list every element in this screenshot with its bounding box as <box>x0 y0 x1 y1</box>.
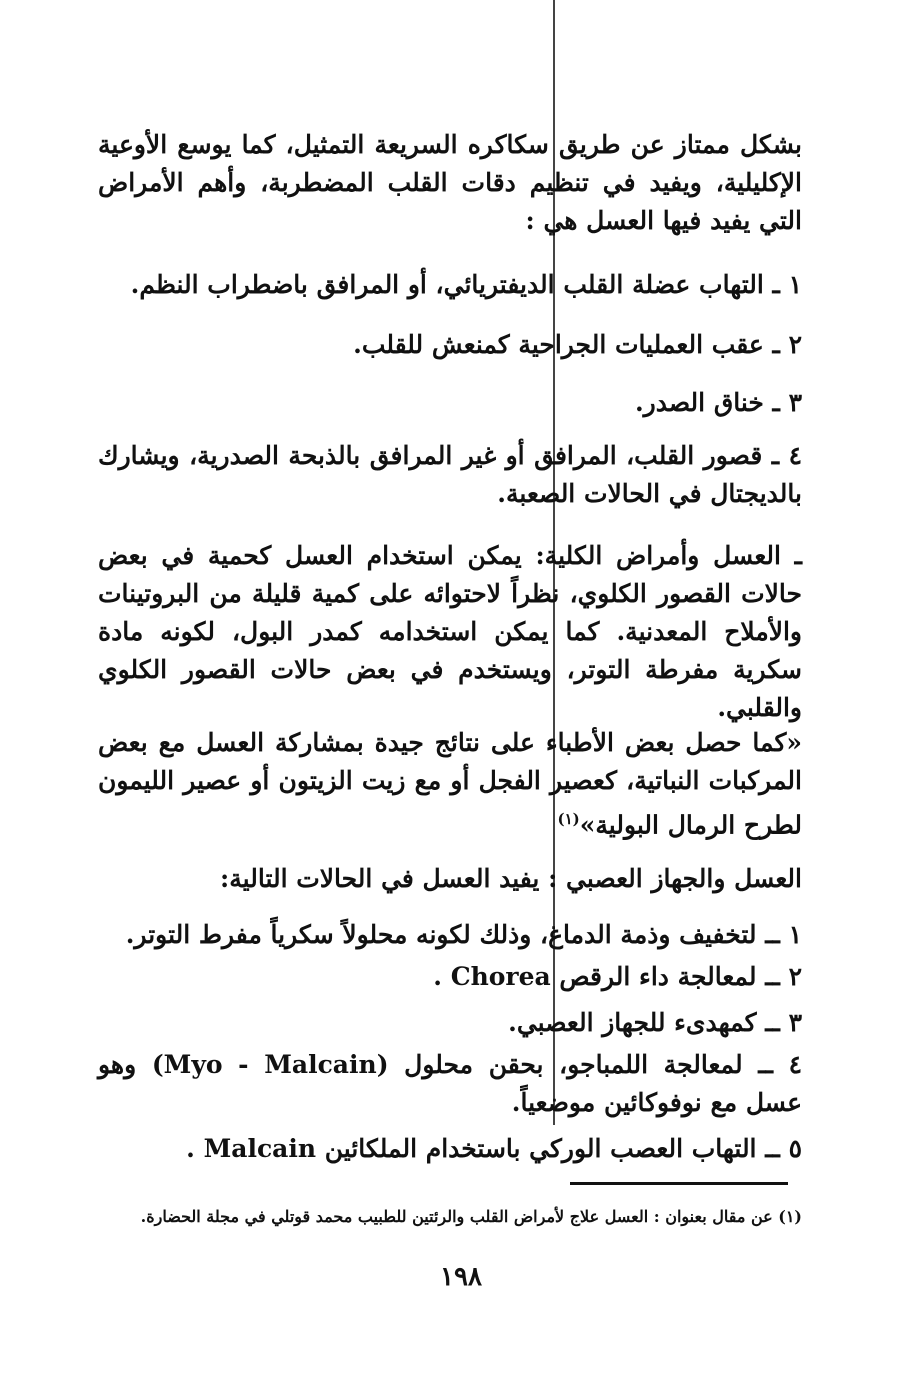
footnote-separator <box>570 1182 788 1185</box>
footnote-reference: (١) <box>557 810 580 828</box>
nervous-item-3: ٣ ــ كمهدىء للجهاز العصبي. <box>508 1008 802 1037</box>
heart-list-item-2: ٢ ـ عقب العمليات الجراحية كمنعش للقلب. <box>353 330 802 359</box>
page-number: ١٩٨ <box>440 1262 482 1292</box>
nervous-heading-line <box>98 860 802 898</box>
nervous-item-4: ٤ ــ لمعالجة اللمباجو، بحقن محلول (Myo - Malcain) وهو عسل مع نوفوكائين موضعياً. <box>98 1050 802 1117</box>
nervous-heading: العسل والجهاز العصبي : <box>548 864 802 893</box>
nervous-item-1: ١ ــ لتخفيف وذمة الدماغ، وذلك لكونه محلولاً سكرياً مفرط التوتر. <box>125 920 802 949</box>
kidney-paragraph <box>98 537 802 727</box>
nervous-intro: يفيد العسل في الحالات التالية: <box>220 864 540 893</box>
nervous-item-5: ٥ ــ التهاب العصب الوركي باستخدام الملكائين Malcain . <box>186 1134 802 1163</box>
heart-list-item-1: ١ ـ التهاب عضلة القلب الديفتريائي، أو المرافق باضطراب النظم. <box>130 270 802 299</box>
heart-list-item-3: ٣ ـ خناق الصدر. <box>634 388 802 417</box>
kidney-text: يمكن استخدام العسل كحمية في بعض حالات القصور الكلوي، نظراً لاحتوائه على كمية قليلة من البروتينات والأملاح المعدنية. كما يمكن استخدامه كمدر البول، لكونه مادة سكرية مفرطة التوتر، ويستخدم في بعض حالات القصور الكلوي والقلبي. <box>98 541 802 722</box>
intro-paragraph: بشكل ممتاز عن طريق سكاكره السريعة التمثيل، كما يوسع الأوعية الإكليلية، ويفيد في تنظيم دقات القلب المضطربة، وأهم الأمراض التي يفيد فيها العسل هي : <box>98 130 802 235</box>
footnote: (١) عن مقال بعنوان : العسل علاج لأمراض القلب والرئتين للطبيب محمد قوتلي في مجلة الحضارة. <box>140 1207 802 1226</box>
kidney-heading: ـ العسل وأمراض الكلية: <box>535 541 802 570</box>
nervous-item-2: ٢ ــ لمعالجة داء الرقص Chorea . <box>433 962 802 991</box>
quote-text: «كما حصل بعض الأطباء على نتائج جيدة بمشاركة العسل مع بعض المركبات النباتية، كعصير الفجل أو مع زيت الزيتون أو عصير الليمون لطرح الرمال البولية» <box>98 728 802 840</box>
quote-paragraph <box>98 724 802 844</box>
heart-list-item-4: ٤ ـ قصور القلب، المرافق أو غير المرافق بالذبحة الصدرية، ويشارك بالديجتال في الحالات الصعبة. <box>98 441 802 508</box>
